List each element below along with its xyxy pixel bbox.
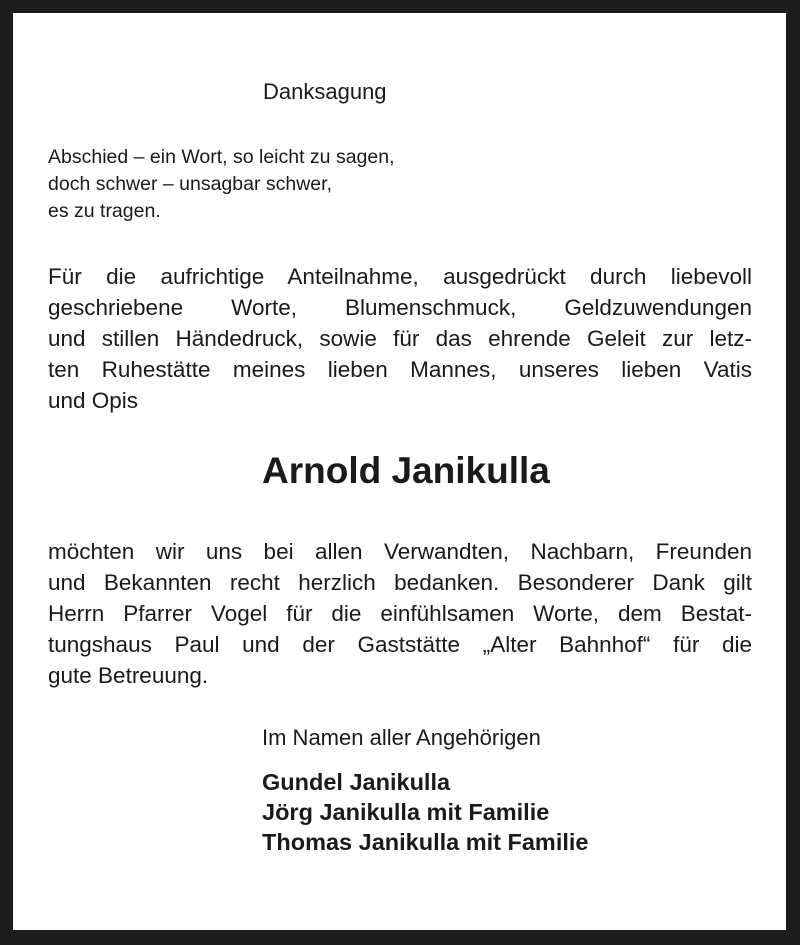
poem-line: doch schwer – unsagbar schwer, (48, 173, 332, 195)
gratitude-paragraph (48, 536, 752, 691)
poem-line: Abschied – ein Wort, so leicht zu sagen, (48, 146, 395, 168)
paragraph-line: Für die aufrichtige Anteilnahme, ausgedrückt durch liebevoll (48, 264, 752, 289)
paragraph-line: möchten wir uns bei allen Verwandten, Nachbarn, Freunden (48, 539, 752, 564)
deceased-name: Arnold Janikulla (262, 450, 550, 491)
signer-name: Thomas Janikulla mit Familie (262, 829, 589, 855)
signer-name: Jörg Janikulla mit Familie (262, 799, 550, 825)
paragraph-line: ten Ruhestätte meines lieben Mannes, unseres lieben Vatis (48, 357, 752, 382)
paragraph-line: gute Betreuung. (48, 663, 209, 688)
thanks-paragraph (48, 261, 752, 416)
notice-heading: Danksagung (263, 79, 387, 104)
paragraph-line: und Bekannten recht herzlich bedanken. Besonderer Dank gilt (48, 570, 752, 595)
poem-line: es zu tragen. (48, 200, 161, 222)
paragraph-line: Herrn Pfarrer Vogel für die einfühlsamen Worte, dem Bestat- (48, 601, 752, 626)
closing-line: Im Namen aller Angehörigen (262, 725, 541, 750)
paragraph-line: tungshaus Paul und der Gaststätte „Alter Bahnhof“ für die (48, 632, 752, 657)
paragraph-line: geschriebene Worte, Blumenschmuck, Geldzuwendungen (48, 295, 752, 320)
poem (48, 144, 395, 225)
signer-name: Gundel Janikulla (262, 769, 451, 795)
paragraph-line: und Opis (48, 388, 139, 413)
signers-list (262, 767, 589, 857)
paragraph-line: und stillen Händedruck, sowie für das ehrende Geleit zur letz- (48, 326, 752, 351)
